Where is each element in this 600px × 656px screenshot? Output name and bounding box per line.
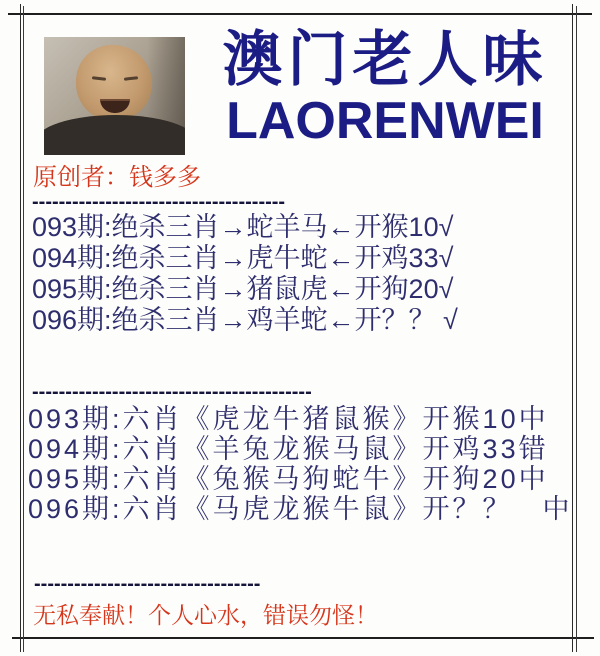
frame-left-line-inner — [23, 6, 24, 652]
sanxiao-line: 094期:绝杀三肖→虎牛蛇←开鸡33√ — [32, 243, 454, 273]
page-title-chinese: 澳门老人味 — [222, 26, 548, 93]
disclaimer-line: 无私奉献！个人心水，错误勿怪！ — [33, 602, 378, 628]
liuxiao-line: 093期:六肖《虎龙牛猪鼠猴》开猴10中 — [28, 404, 549, 434]
old-man-photo — [44, 37, 185, 155]
liuxiao-line: 096期:六肖《马虎龙猴牛鼠》开？？ 中 — [28, 494, 573, 524]
sanxiao-line: 095期:绝杀三肖→猪鼠虎←开狗20√ — [32, 274, 454, 304]
frame-top-line — [8, 13, 592, 15]
frame-left-line-outer — [20, 4, 21, 652]
dashed-divider-2: ------------------------------------------ — [32, 381, 312, 403]
sanxiao-block — [32, 212, 458, 336]
page-title-latin: LAORENWEI — [226, 92, 544, 150]
author-line: 原创者：钱多多 — [33, 164, 201, 191]
frame-bottom-line — [12, 637, 594, 639]
sanxiao-line: 096期:绝杀三肖→鸡羊蛇←开？？ √ — [32, 305, 458, 335]
header-titles — [188, 28, 582, 148]
sanxiao-line: 093期:绝杀三肖→蛇羊马←开猴10√ — [32, 212, 454, 242]
liuxiao-block — [28, 404, 573, 524]
liuxiao-line: 094期:六肖《羊兔龙猴马鼠》开鸡33错 — [28, 434, 549, 464]
liuxiao-line: 095期:六肖《兔猴马狗蛇牛》开狗20中 — [28, 464, 549, 494]
dashed-divider-1: -------------------------------------- — [32, 191, 286, 213]
photo-dark-clothing — [44, 115, 185, 155]
dashed-divider-3: ---------------------------------- — [34, 573, 261, 595]
